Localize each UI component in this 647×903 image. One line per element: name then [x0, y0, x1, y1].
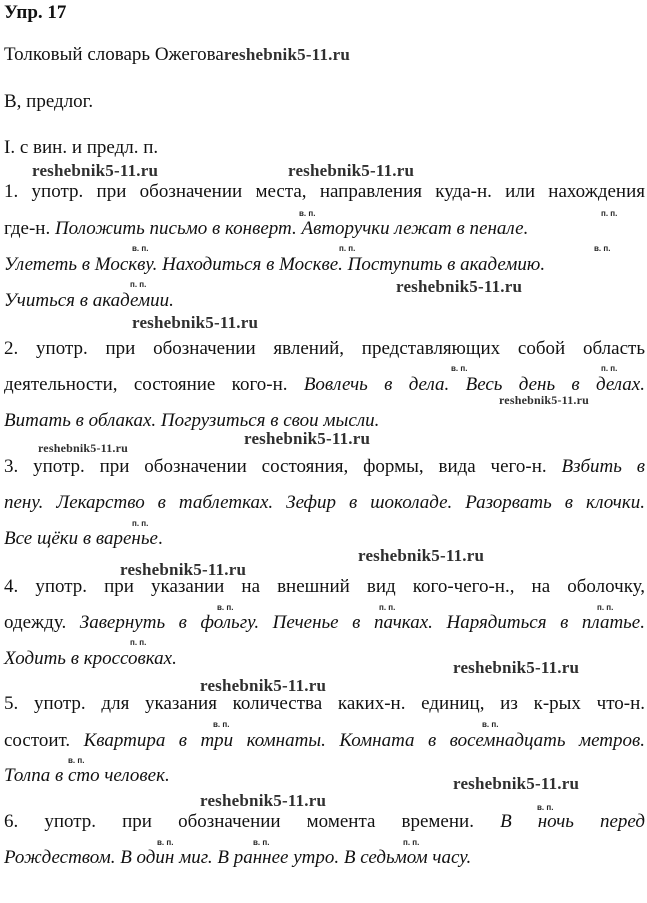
s1-line2 [4, 218, 528, 240]
s3-line1-text: 3. употр. при обозначении состояния, формы, вида чего-н. [4, 456, 547, 477]
watermark: reshebnik5-11.ru [223, 45, 350, 64]
watermark: reshebnik5-11.ru [32, 161, 159, 180]
case-mark: в. п. [213, 720, 230, 729]
case-mark: в. п. [157, 838, 174, 847]
case-mark: в. п. [217, 603, 234, 612]
period: . [157, 528, 163, 549]
s2-line2-text: деятельности, состояние кого-н. [4, 374, 288, 395]
s2-examples: Витать в облаках. Погрузиться в свои мысли. [4, 410, 380, 431]
case-mark: п. п. [597, 603, 614, 612]
s3-examples: Взбить в [561, 456, 645, 477]
watermark: reshebnik5-11.ru [453, 658, 580, 677]
s1-examples: Положить письмо в конверт. Авторучки лежат в пенале. [54, 218, 529, 239]
s5-line3 [4, 765, 170, 787]
case-mark: в. п. [132, 244, 149, 253]
s4-examples: Завернуть в фольгу. Печенье в пачках. Нарядиться в платье. [79, 612, 645, 633]
s3-examples: Все щёки в варенье [4, 528, 158, 549]
s5-examples: Толпа в сто человек. [4, 765, 170, 786]
s1-examples: Улететь в Москву. Находиться в Москве. Поступить в академию. [4, 254, 546, 275]
case-mark: в. п. [68, 756, 85, 765]
case-mark: п. п. [130, 280, 147, 289]
s6-line1-text: 6. употр. при обозначении момента времени. [4, 811, 474, 832]
s4-examples: Ходить в кроссовках. [4, 648, 177, 669]
dictionary-source: Толковый словарь Ожегова [4, 44, 224, 65]
case-mark: п. п. [601, 209, 618, 218]
s6-line2 [4, 847, 471, 869]
watermark: reshebnik5-11.ru [244, 429, 371, 448]
s5-line2-text: состоит. [4, 730, 71, 751]
case-mark: п. п. [403, 838, 420, 847]
case-mark: в. п. [482, 720, 499, 729]
watermark: reshebnik5-11.ru [200, 791, 327, 810]
s1-line4 [4, 290, 174, 312]
s4-line2 [4, 612, 645, 634]
case-mark: п. п. [132, 519, 149, 528]
case-mark: п. п. [601, 364, 618, 373]
s3-line2 [4, 492, 645, 514]
watermark: reshebnik5-11.ru [120, 560, 247, 579]
watermark: reshebnik5-11.ru [358, 546, 485, 565]
s4-line2-text: одежду. [4, 612, 67, 633]
s3-examples: пену. Лекарство в таблетках. Зефир в шоколаде. Разорвать в клочки. [4, 492, 645, 513]
s1-line3 [4, 254, 545, 276]
watermark: reshebnik5-11.ru [396, 277, 523, 296]
s5-line2 [4, 730, 645, 752]
s3-line3 [4, 528, 163, 550]
s6-examples: В ночь перед [500, 811, 646, 832]
s1-line2-text: где-н. [4, 218, 51, 239]
section-heading: I. с вин. и предл. п. [4, 137, 159, 158]
case-mark: п. п. [130, 638, 147, 647]
case-mark: в. п. [594, 244, 611, 253]
case-mark: в. п. [253, 838, 270, 847]
s6-line1 [4, 811, 645, 833]
s4-line1: 4. употр. при указании на внешний вид кого-чего-н., на оболочку, [4, 576, 645, 597]
watermark: reshebnik5-11.ru [132, 313, 259, 332]
case-mark: п. п. [379, 603, 396, 612]
s5-line1: 5. употр. для указания количества каких-н. единиц, из к-рых что-н. [4, 693, 645, 714]
s2-examples: Вовлечь в дела. Весь день в делах. [303, 374, 645, 395]
case-mark: в. п. [537, 803, 554, 812]
s2-line1: 2. употр. при обозначении явлений, представляющих собой область [4, 338, 645, 359]
headword: В, предлог. [4, 91, 94, 112]
s4-line3 [4, 648, 177, 670]
watermark: reshebnik5-11.ru [288, 161, 415, 180]
case-mark: в. п. [451, 364, 468, 373]
watermark: reshebnik5-11.ru [499, 393, 589, 407]
exercise-title: Упр. 17 [4, 2, 67, 23]
s5-examples: Квартира в три комнаты. Комната в восемнадцать метров. [83, 730, 646, 751]
s6-examples: Рождеством. В один миг. В раннее утро. В седьмом часу. [4, 847, 472, 868]
s1-examples: Учиться в академии. [4, 290, 174, 311]
watermark: reshebnik5-11.ru [38, 441, 128, 455]
watermark: reshebnik5-11.ru [200, 676, 327, 695]
watermark: reshebnik5-11.ru [453, 774, 580, 793]
case-mark: в. п. [299, 209, 316, 218]
s1-line1: 1. употр. при обозначении места, направления куда-н. или нахождения [4, 181, 645, 202]
case-mark: п. п. [339, 244, 356, 253]
source-line [4, 44, 350, 66]
s3-line1 [4, 456, 645, 478]
